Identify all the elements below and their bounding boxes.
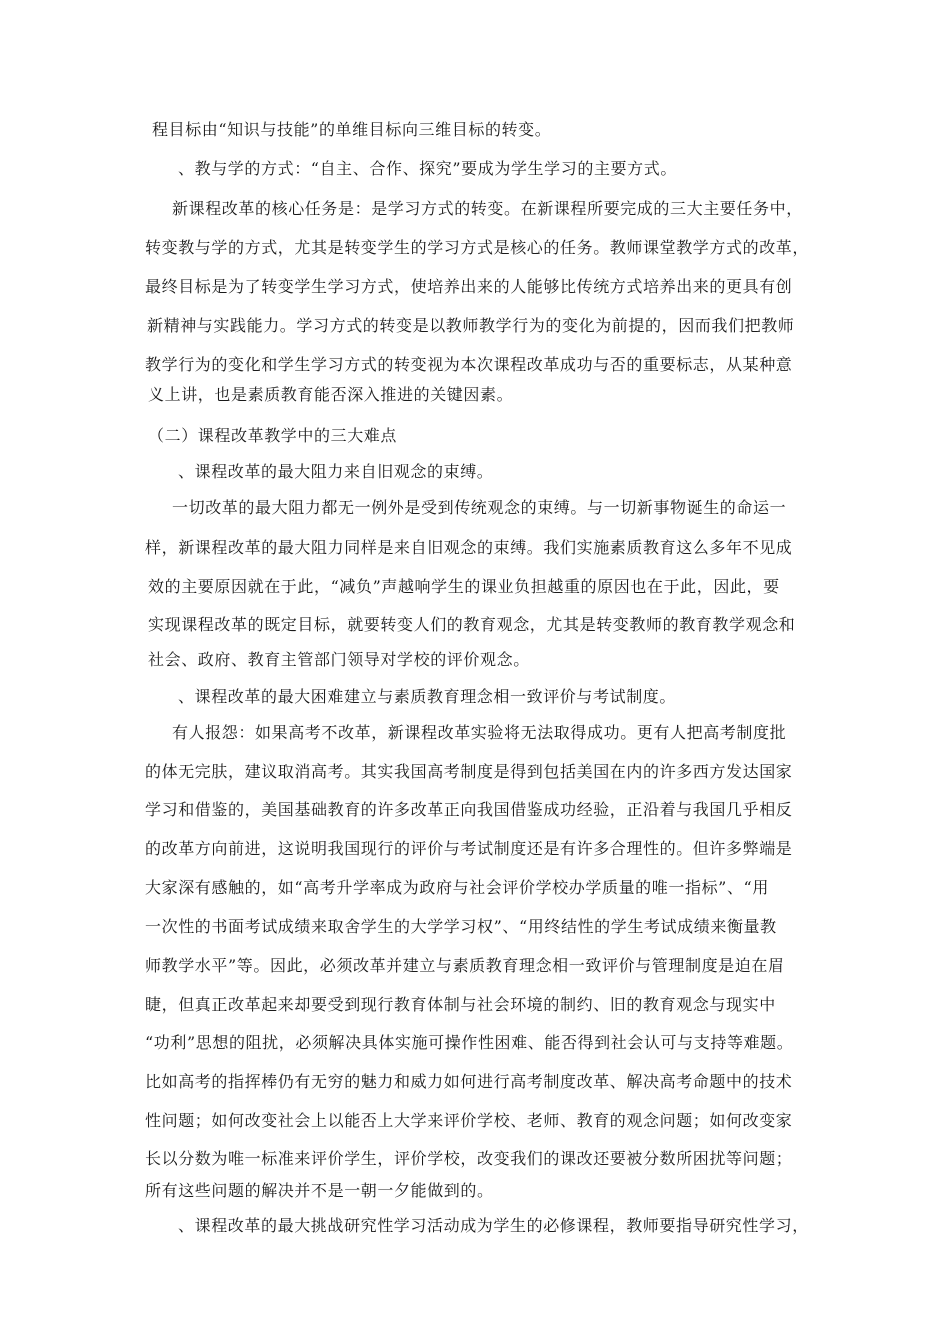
text-line: 所有这些问题的解决并不是一朝一夕能做到的。 xyxy=(145,1181,494,1200)
text-line: 实现课程改革的既定目标，就要转变人们的教育观念，尤其是转变教师的教育教学观念和 xyxy=(148,615,796,634)
text-line: “功利”思想的阻扰，必须解决具体实施可操作性困难、能否得到社会认可与支持等难题。 xyxy=(145,1033,794,1052)
text-line: 的体无完肤，建议取消高考。其实我国高考制度是得到包括美国在内的许多西方发达国家 xyxy=(145,762,793,781)
text-line: 大家深有感触的，如“高考升学率成为政府与社会评价学校办学质量的唯一指标”、“用 xyxy=(145,878,769,897)
text-line: 一次性的书面考试成绩来取舍学生的大学学习权”、“用终结性的学生考试成绩来衡量教 xyxy=(145,917,777,936)
text-line: 新课程改革的核心任务是：是学习方式的转变。在新课程所要完成的三大主要任务中， xyxy=(172,199,803,218)
text-line: 程目标由“知识与技能”的单维目标向三维目标的转变。 xyxy=(152,120,552,139)
text-line: 、课程改革的最大挑战研究性学习活动成为学生的必修课程，教师要指导研究性学习， xyxy=(178,1216,809,1235)
text-line: 比如高考的指挥棒仍有无穷的魅力和威力如何进行高考制度改革、解决高考命题中的技术 xyxy=(145,1072,793,1091)
text-line: 有人报怨：如果高考不改革，新课程改革实验将无法取得成功。更有人把高考制度批 xyxy=(172,723,787,742)
text-line: 最终目标是为了转变学生学习方式，使培养出来的人能够比传统方式培养出来的更具有创 xyxy=(145,277,793,296)
text-line: 、教与学的方式：“自主、合作、探究”要成为学生学习的主要方式。 xyxy=(178,159,677,178)
text-line: 转变教与学的方式，尤其是转变学生的学习方式是核心的任务。教师课堂教学方式的改革， xyxy=(145,238,810,257)
text-line: 师教学水平”等。因此，必须改革并建立与素质教育理念相一致评价与管理制度是迫在眉 xyxy=(145,956,785,975)
text-line: 一切改革的最大阻力都无一例外是受到传统观念的束缚。与一切新事物诞生的命运一 xyxy=(172,498,787,517)
text-line: 的改革方向前进，这说明我国现行的评价与考试制度还是有许多合理性的。但许多弊端是 xyxy=(145,839,793,858)
text-line: 、课程改革的最大困难建立与素质教育理念相一致评价与考试制度。 xyxy=(178,687,677,706)
text-line: 新精神与实践能力。学习方式的转变是以教师教学行为的变化为前提的，因而我们把教师 xyxy=(147,316,795,335)
text-line: 睫，但真正改革起来却要受到现行教育体制与社会环境的制约、旧的教育观念与现实中 xyxy=(145,995,776,1014)
section-heading: （二）课程改革教学中的三大难点 xyxy=(148,426,398,445)
text-line: 社会、政府、教育主管部门领导对学校的评价观念。 xyxy=(148,650,530,669)
text-line: 教学行为的变化和学生学习方式的转变视为本次课程改革成功与否的重要标志，从某种意 xyxy=(145,355,793,374)
text-line: 性问题；如何改变社会上以能否上大学来评价学校、老师、教育的观念问题；如何改变家 xyxy=(145,1111,793,1130)
text-line: 、课程改革的最大阻力来自旧观念的束缚。 xyxy=(178,462,494,481)
text-line: 样，新课程改革的最大阻力同样是来自旧观念的束缚。我们实施素质教育这么多年不见成 xyxy=(145,538,793,557)
text-line: 义上讲，也是素质教育能否深入推进的关键因素。 xyxy=(148,385,514,404)
text-line: 效的主要原因就在于此，“减负”声越响学生的课业负担越重的原因也在于此，因此，要 xyxy=(148,577,780,596)
text-line: 学习和借鉴的，美国基础教育的许多改革正向我国借鉴成功经验，正沿着与我国几乎相反 xyxy=(145,800,793,819)
text-line: 长以分数为唯一标准来评价学生，评价学校，改变我们的课改还要被分数所困扰等问题； xyxy=(145,1149,793,1168)
